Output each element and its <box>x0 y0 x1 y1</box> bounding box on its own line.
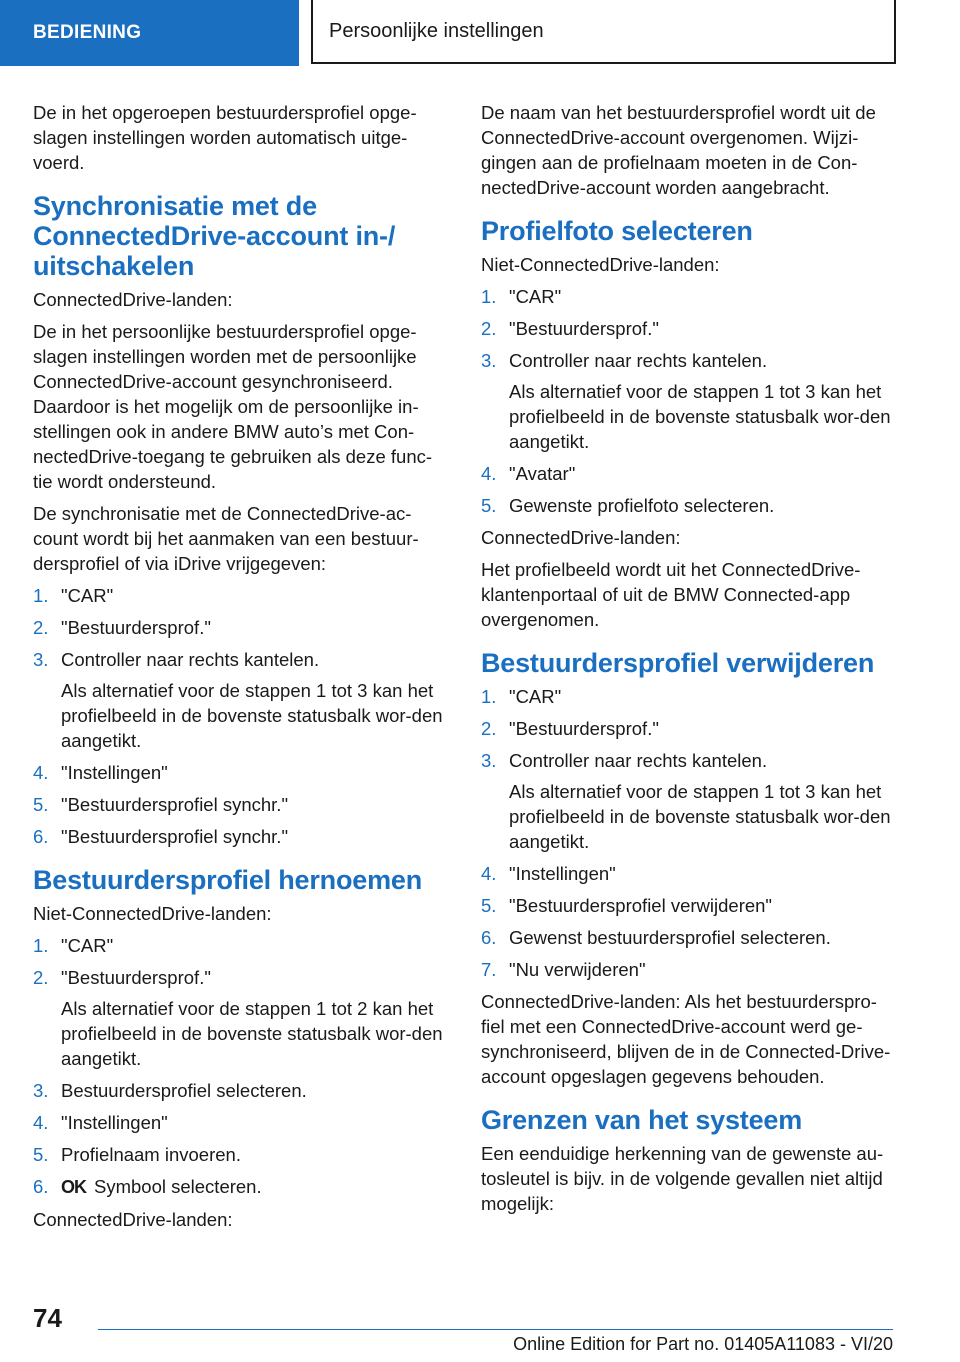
steps-list <box>481 684 899 982</box>
step-text: "Avatar" <box>509 463 576 484</box>
heading-profielfoto: Profielfoto selecteren <box>481 216 753 246</box>
step-text: "CAR" <box>61 935 114 956</box>
step-number: 6. <box>481 927 497 948</box>
step-text: Gewenste profielfoto selecteren. <box>509 495 775 516</box>
step-number: 7. <box>481 959 497 980</box>
list-item <box>481 316 899 341</box>
step-number: 2. <box>33 967 49 988</box>
list-item <box>481 684 899 709</box>
step-number: 1. <box>481 686 497 707</box>
list-item <box>33 933 451 958</box>
paragraph: Het profielbeeld wordt uit het ConnectedDrive-klantenportaal of uit de BMW Connected-app overgenomen. <box>481 559 861 630</box>
step-note: Als alternatief voor de stappen 1 tot 3 kan het profielbeeld in de bovenste statusbalk wor-den aangetikt. <box>509 781 891 852</box>
step-number: 3. <box>481 750 497 771</box>
steps-list <box>33 933 451 1200</box>
list-item <box>33 647 451 753</box>
footer-divider <box>98 1329 893 1330</box>
step-text: "Nu verwijderen" <box>509 959 646 980</box>
step-note: Als alternatief voor de stappen 1 tot 3 kan het profielbeeld in de bovenste statusbalk wor-den aangetikt. <box>509 381 891 452</box>
paragraph: Een eenduidige herkenning van de gewenste au-tosleutel is bijv. in de volgende gevallen niet altijd mogelijk: <box>481 1143 884 1214</box>
step-text: "Instellingen" <box>61 762 168 783</box>
steps-list <box>33 583 451 849</box>
step-text: "Bestuurdersprofiel synchr." <box>61 826 289 847</box>
paragraph: ConnectedDrive-landen: <box>481 527 681 548</box>
list-item <box>33 615 451 640</box>
step-note: Als alternatief voor de stappen 1 tot 2 kan het profielbeeld in de bovenste statusbalk wor-den aangetikt. <box>61 998 443 1069</box>
step-text: "Bestuurdersprofiel synchr." <box>61 794 289 815</box>
list-item <box>481 348 899 454</box>
step-text: Symbool selecteren. <box>94 1176 262 1197</box>
heading-grenzen: Grenzen van het systeem <box>481 1105 803 1135</box>
list-item <box>33 1078 451 1103</box>
step-text: "Bestuurdersprof." <box>61 617 211 638</box>
paragraph: De synchronisatie met de ConnectedDrive-ac-count wordt bij het aanmaken van een bestuur-dersprofiel of via iDrive vrijgegeven: <box>33 503 419 574</box>
list-item <box>481 748 899 854</box>
step-text: Bestuurdersprofiel selecteren. <box>61 1080 307 1101</box>
list-item <box>481 284 899 309</box>
step-text: "CAR" <box>509 686 562 707</box>
paragraph: Niet-ConnectedDrive-landen: <box>481 254 720 275</box>
list-item <box>33 583 451 608</box>
step-text: Controller naar rechts kantelen. <box>509 750 768 771</box>
ok-icon: OK <box>61 1177 86 1197</box>
list-item <box>481 461 899 486</box>
section-label: BEDIENING <box>0 0 299 66</box>
step-text: Profielnaam invoeren. <box>61 1144 241 1165</box>
step-number: 5. <box>481 895 497 916</box>
step-number: 1. <box>33 585 49 606</box>
paragraph: Niet-ConnectedDrive-landen: <box>33 903 272 924</box>
step-number: 4. <box>481 863 497 884</box>
step-number: 5. <box>481 495 497 516</box>
step-text: "Bestuurdersprof." <box>61 967 211 988</box>
steps-list <box>481 284 899 518</box>
list-item <box>481 493 899 518</box>
step-number: 1. <box>481 286 497 307</box>
step-number: 6. <box>33 826 49 847</box>
list-item <box>33 824 451 849</box>
step-text: Controller naar rechts kantelen. <box>509 350 768 371</box>
heading-verwijderen: Bestuurdersprofiel verwijderen <box>481 648 875 678</box>
paragraph: De in het persoonlijke bestuurdersprofiel opge-slagen instellingen worden met de persoonlijke ConnectedDrive-account gesynchroniseerd. Daardoor is het mogelijk om de persoonlijke in-stellingen ook in andere BMW auto’s met Con-nectedDrive-toegang te gebruiken als deze func-tie wordt ondersteund. <box>33 321 433 492</box>
chapter-title: Persoonlijke instellingen <box>311 0 896 64</box>
list-item <box>33 1142 451 1167</box>
list-item <box>481 893 899 918</box>
step-number: 2. <box>481 718 497 739</box>
list-item <box>33 1174 451 1200</box>
list-item <box>481 861 899 886</box>
step-note: Als alternatief voor de stappen 1 tot 3 kan het profielbeeld in de bovenste statusbalk wor-den aangetikt. <box>61 680 443 751</box>
step-text: "Bestuurdersprofiel verwijderen" <box>509 895 773 916</box>
paragraph: ConnectedDrive-landen: <box>33 289 233 310</box>
paragraph: ConnectedDrive-landen: <box>33 1209 233 1230</box>
step-text: "Instellingen" <box>509 863 616 884</box>
step-number: 5. <box>33 1144 49 1165</box>
list-item <box>33 965 451 1071</box>
step-number: 5. <box>33 794 49 815</box>
footer-edition: Online Edition for Part no. 01405A11083 - VI/20 <box>513 1334 893 1354</box>
step-text: Gewenst bestuurdersprofiel selecteren. <box>509 927 831 948</box>
step-text: "Bestuurdersprof." <box>509 718 659 739</box>
heading-hernoemen: Bestuurdersprofiel hernoemen <box>33 865 422 895</box>
right-column <box>481 100 899 1223</box>
step-text: "Bestuurdersprof." <box>509 318 659 339</box>
step-number: 6. <box>33 1176 49 1197</box>
list-item <box>481 716 899 741</box>
step-number: 4. <box>481 463 497 484</box>
step-text: "CAR" <box>509 286 562 307</box>
page-header <box>0 0 960 66</box>
left-column <box>33 100 451 1239</box>
list-item <box>481 925 899 950</box>
heading-synchronisatie: Synchronisatie met de ConnectedDrive-account in-/ uitschakelen <box>33 191 396 281</box>
intro-paragraph: De in het opgeroepen bestuurdersprofiel opge-slagen instellingen worden automatisch uitge-voerd. <box>33 102 417 173</box>
step-text: "Instellingen" <box>61 1112 168 1133</box>
step-number: 3. <box>33 1080 49 1101</box>
page-number: 74 <box>33 1303 62 1333</box>
step-text: Controller naar rechts kantelen. <box>61 649 320 670</box>
list-item <box>33 760 451 785</box>
intro-paragraph: De naam van het bestuurdersprofiel wordt uit de ConnectedDrive-account overgenomen. Wijzi-gingen aan de profielnaam moeten in de Con-nectedDrive-account worden aangebracht. <box>481 102 876 198</box>
step-number: 4. <box>33 762 49 783</box>
step-number: 2. <box>33 617 49 638</box>
step-number: 3. <box>33 649 49 670</box>
step-number: 1. <box>33 935 49 956</box>
list-item <box>33 1110 451 1135</box>
step-number: 3. <box>481 350 497 371</box>
list-item <box>481 957 899 982</box>
step-number: 4. <box>33 1112 49 1133</box>
step-text: "CAR" <box>61 585 114 606</box>
paragraph: ConnectedDrive-landen: Als het bestuurderspro-fiel met een ConnectedDrive-account werd ge-synchroniseerd, blijven de in de Connected-Drive-account opgeslagen gegevens behouden. <box>481 991 891 1087</box>
list-item <box>33 792 451 817</box>
step-number: 2. <box>481 318 497 339</box>
